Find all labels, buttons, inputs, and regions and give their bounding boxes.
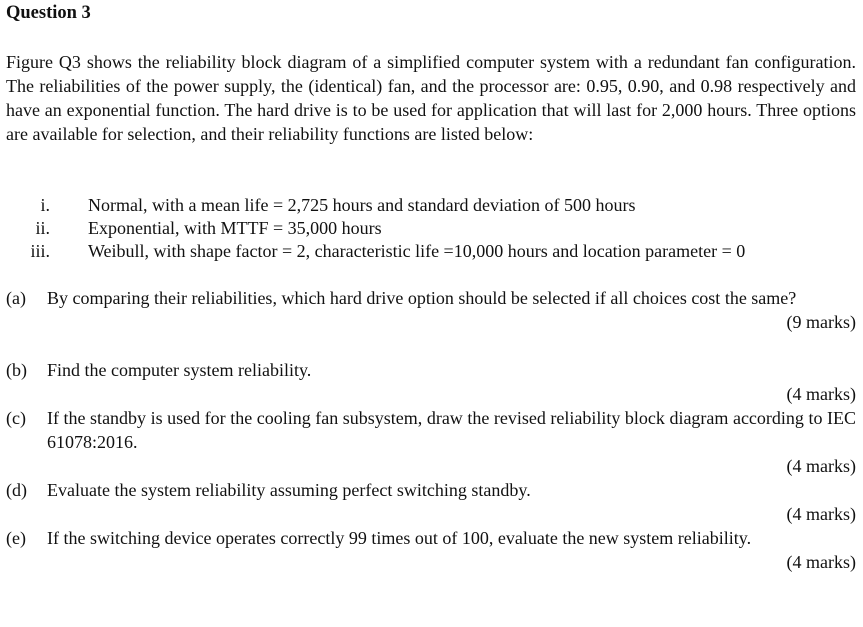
part-a	[6, 286, 856, 334]
option-item	[6, 240, 856, 263]
question-title: Question 3	[6, 3, 91, 23]
part-text: Find the computer system reliability.	[47, 360, 312, 380]
part-marks: (4 marks)	[786, 504, 856, 524]
option-number: i.	[40, 195, 50, 215]
option-item	[6, 194, 856, 217]
option-item	[6, 217, 856, 240]
part-text: Evaluate the system reliability assuming perfect switching standby.	[47, 480, 531, 500]
part-marks: (4 marks)	[786, 552, 856, 572]
part-label: (d)	[6, 480, 27, 500]
part-text: If the standby is used for the cooling fan subsystem, draw the revised reliability block diagram according to IEC 61078:2016.	[47, 408, 856, 452]
hard-drive-options	[6, 194, 856, 263]
part-e	[6, 526, 856, 574]
part-c	[6, 406, 856, 478]
option-text: Normal, with a mean life = 2,725 hours and standard deviation of 500 hours	[88, 195, 636, 215]
part-text: By comparing their reliabilities, which hard drive option should be selected if all choices cost the same?	[47, 288, 797, 308]
part-label: (e)	[6, 528, 26, 548]
option-number: ii.	[35, 218, 50, 238]
part-text: If the switching device operates correctly 99 times out of 100, evaluate the new system reliability.	[47, 528, 752, 548]
part-marks: (4 marks)	[786, 456, 856, 476]
part-label: (c)	[6, 408, 26, 428]
part-b	[6, 358, 856, 406]
option-text: Weibull, with shape factor = 2, characteristic life =10,000 hours and location parameter = 0	[88, 241, 746, 261]
option-text: Exponential, with MTTF = 35,000 hours	[88, 218, 382, 238]
part-label: (a)	[6, 288, 26, 308]
option-number: iii.	[30, 241, 50, 261]
part-d	[6, 478, 856, 526]
part-marks: (4 marks)	[786, 384, 856, 404]
part-marks: (9 marks)	[786, 312, 856, 332]
question-intro: Figure Q3 shows the reliability block diagram of a simplified computer system with a redundant fan configuration. The reliabilities of the power supply, the (identical) fan, and the processor are: 0.95, 0.90, and 0.98 respectively and have an exponential function. The hard drive is to be used for application that will last for 2,000 hours. Three options are available for selection, and their reliability functions are listed below:	[6, 52, 856, 144]
part-label: (b)	[6, 360, 27, 380]
